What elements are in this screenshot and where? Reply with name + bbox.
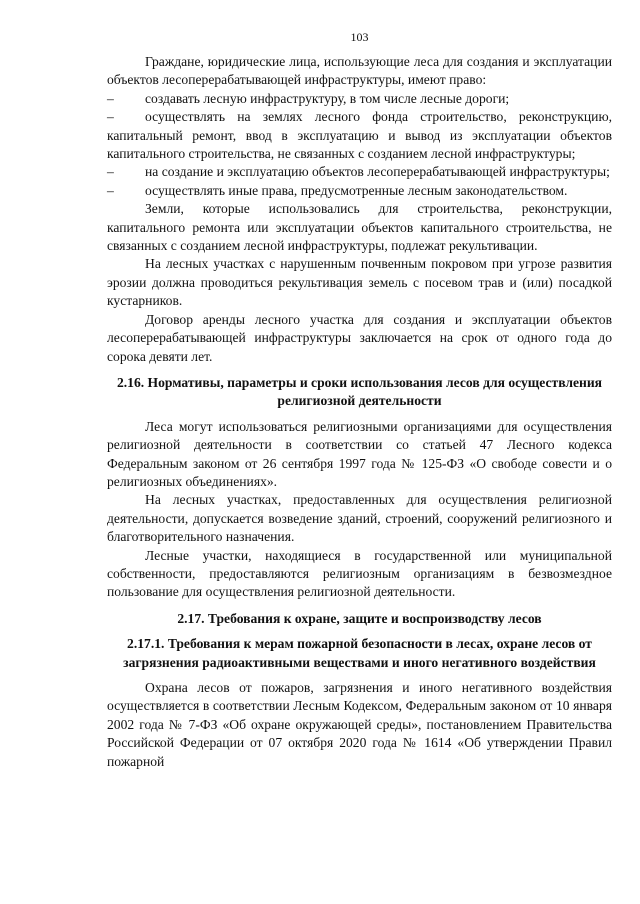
dash-marker: – — [107, 182, 114, 198]
paragraph: На лесных участках с нарушенным почвенным покровом при угрозе развития эрозии должна проводиться рекультивация земель с посевом трав и (или) посадкой кустарников. — [107, 256, 612, 309]
list-item-text: создавать лесную инфраструктуру, в том числе лесные дороги; — [145, 90, 510, 106]
list-item-text: осуществлять на землях лесного фонда строительство, реконструкцию, капитальный ремонт, ввод в эксплуатацию и вывод из эксплуатации объектов капитального строительства, не связанных с созданием лесной инфраструктуры; — [107, 109, 612, 162]
paragraph: На лесных участках, предоставленных для осуществления религиозной деятельности, допускается возведение зданий, строений, сооружений религиозного и благотворительного назначения. — [107, 492, 612, 545]
document-page — [107, 30, 612, 771]
paragraph: Леса могут использоваться религиозными организациями для осуществления религиозной деятельности в соответствии со статьей 47 Лесного кодекса Федеральным законом от 26 сентября 1997 года № 125-ФЗ «О свободе совести и о религиозных объединениях». — [107, 418, 612, 489]
list-item-text: осуществлять иные права, предусмотренные лесным законодательством. — [145, 182, 568, 198]
section-heading-2-17-1: 2.17.1. Требования к мерам пожарной безопасности в лесах, охране лесов от загрязнения радиоактивными веществами и иного негативного воздействия — [123, 636, 596, 670]
paragraph: Лесные участки, находящиеся в государственной или муниципальной собственности, предоставляются религиозным организациям в безвозмездное пользование для осуществления религиозной деятельности. — [107, 547, 612, 600]
dash-marker: – — [107, 109, 114, 125]
list-item — [107, 90, 612, 108]
page-number: 103 — [350, 30, 369, 44]
dash-marker: – — [107, 164, 114, 180]
list-item-text: на создание и эксплуатацию объектов лесоперерабатывающей инфраструктуры; — [145, 164, 610, 180]
paragraph: Земли, которые использовались для строительства, реконструкции, капитального ремонта или эксплуатации объектов капитального строительства, не связанных с созданием лесной инфраструктуры, подлежат рекультивации. — [107, 201, 612, 254]
section-heading-2-17: 2.17. Требования к охране, защите и воспроизводству лесов — [177, 610, 542, 626]
list-item — [107, 163, 612, 181]
list-item — [107, 182, 612, 200]
paragraph: Граждане, юридические лица, использующие леса для создания и эксплуатации объектов лесоперерабатывающей инфраструктуры, имеют право: — [107, 54, 612, 88]
dash-marker: – — [107, 90, 114, 106]
list-item — [107, 108, 612, 163]
paragraph: Договор аренды лесного участка для создания и эксплуатации объектов лесоперерабатывающей инфраструктуры заключается на срок от одного года до сорока девяти лет. — [107, 311, 612, 364]
section-heading-2-16: 2.16. Нормативы, параметры и сроки использования лесов для осуществления религиозной деятельности — [116, 374, 603, 409]
paragraph: Охрана лесов от пожаров, загрязнения и иного негативного воздействия осуществляется в соответствии Лесным Кодексом, Федеральным законом от 10 января 2002 года № 7-ФЗ «Об охране окружающей среды», постановлением Правительства Российской Федерации от 07 октября 2020 года № 1614 «Об утверждении Правил пожарной — [107, 680, 612, 769]
